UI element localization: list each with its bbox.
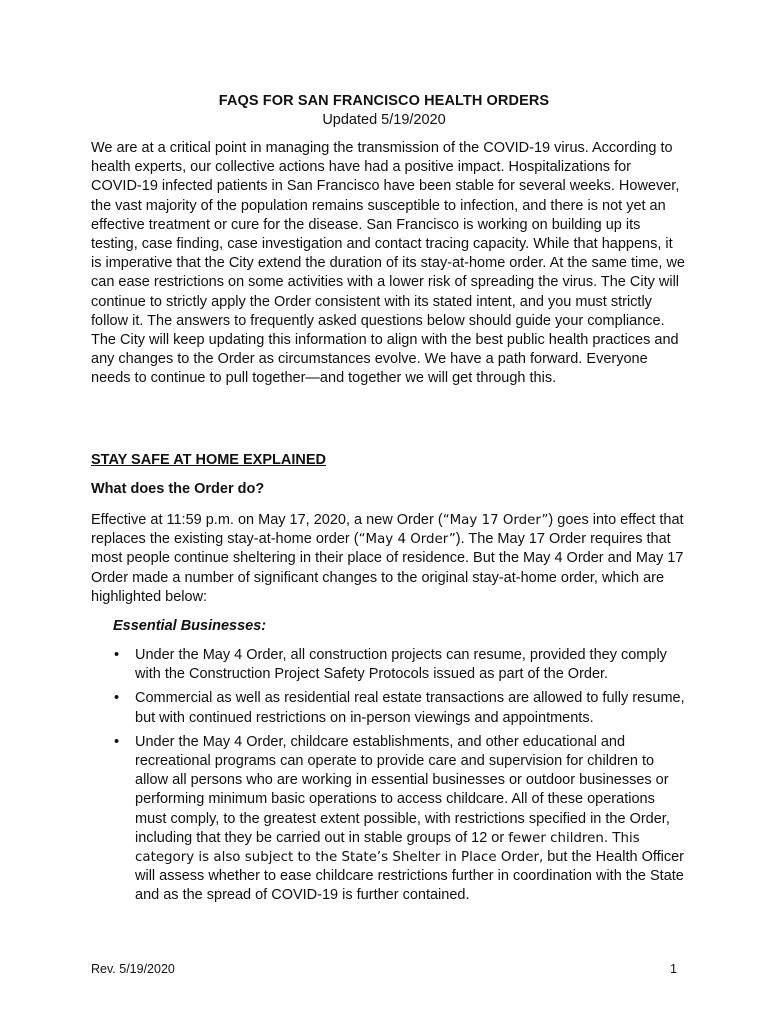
faq-answer	[91, 511, 685, 607]
updated-date: Updated 5/19/2020	[322, 112, 446, 128]
section-heading: STAY SAFE AT HOME EXPLAINED	[91, 452, 326, 468]
faq-question: What does the Order do?	[91, 481, 265, 497]
intro-paragraph: We are at a critical point in managing the transmission of the COVID-19 virus. According to health experts, our collective actions have had a positive impact. Hospitalizations for COVID-19 infected patients in San Francisco have been stable for several weeks. However, the vast majority of the population remains susceptible to infection, and there is not yet an effective treatment or cure for the disease. San Francisco is working on building up its testing, case finding, case investigation and contact tracing capacity. While that happens, it is imperative that the City extend the duration of its stay-at-home order. At the same time, we can ease restrictions on some activities with a lower risk of spreading the virus. The City will continue to strictly apply the Order consistent with its stated intent, and you must strictly follow it. The answers to frequently asked questions below should guide your compliance. The City will keep updating this information to align with the best public health practices and any changes to the Order as circumstances evolve. We have a path forward. Everyone needs to continue to pull together—and together we will get through this.	[91, 140, 685, 387]
may17-order-term: “May 17 Order”	[442, 513, 549, 528]
bullet-text-2: fewer children. This category is also subject to the State’s Shelter in Place Order,	[135, 830, 640, 866]
bullet-text-3: but the Health Officer will assess whether to ease childcare restrictions further in coordination with the State and as the spread of COVID-19 is further contained.	[135, 849, 685, 904]
list-item	[91, 689, 685, 727]
essential-businesses-heading: Essential Businesses:	[113, 618, 267, 634]
bullet-icon: •	[114, 690, 120, 707]
bullet-list	[91, 646, 685, 911]
bullet-text: Under the May 4 Order, all construction projects can resume, provided they comply with the Construction Project Safety Protocols issued as part of the Order.	[135, 647, 667, 683]
may4-order-term: “May 4 Order”	[358, 532, 456, 548]
answer-text-3: ). The May 17 Order requires that most people continue sheltering in their place of residence. But the May 4 Order and May 17 Order made a number of significant changes to the original stay-at-home order, which are highlighted below:	[91, 531, 684, 605]
bullet-icon: •	[114, 647, 120, 663]
bullet-text-1: Under the May 4 Order, childcare establishments, and other educational and recreational programs can operate to provide care and supervision for children to allow all persons who are working in essential businesses or outdoor businesses or performing minimum basic operations to access childcare. All of these operations must comply, to the greatest extent possible, with restrictions specified in the Order, including that they be carried out in stable groups of 12 or	[135, 733, 670, 846]
list-item	[91, 646, 685, 684]
answer-text-1: Effective at 11:59 p.m. on May 17, 2020, a new Order (	[91, 512, 443, 528]
footer-page-number: 1	[670, 962, 677, 976]
answer-text-2: ) goes into effect that replaces the existing stay-at-home order (	[91, 512, 684, 548]
bullet-text: Commercial as well as residential real estate transactions are allowed to fully resume, but with continued restrictions on in-person viewings and appointments.	[135, 690, 685, 726]
document-title: FAQS FOR SAN FRANCISCO HEALTH ORDERS	[218, 93, 550, 109]
list-item	[91, 733, 685, 906]
footer-revision: Rev. 5/19/2020	[91, 962, 175, 976]
bullet-icon: •	[114, 733, 120, 750]
